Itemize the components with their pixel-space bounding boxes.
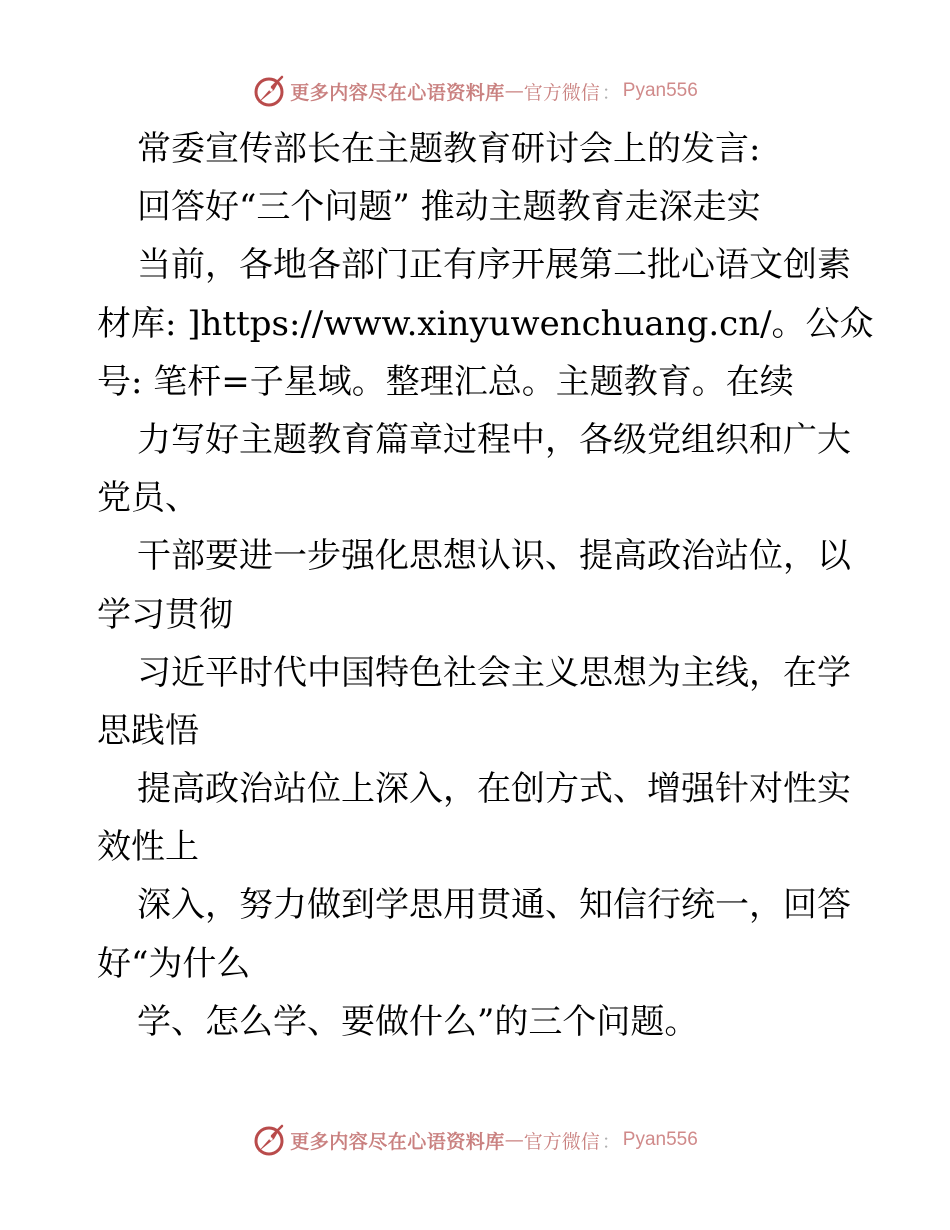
footer-wechat-id: Pyan556 — [622, 1129, 698, 1150]
doc-line-title: 常委宣传部长在主题教育研讨会上的发言: — [137, 129, 761, 169]
doc-line: 好“为什么 — [97, 943, 251, 984]
doc-line: 当前，各地各部门正有序开展第二批心语文创素 — [137, 245, 851, 286]
doc-line: 习近平时代中国特色社会主义思想为主线，在学 — [137, 652, 851, 693]
pen-nib-logo-icon — [252, 73, 288, 109]
doc-line: 思践悟 — [97, 710, 199, 751]
footer-site-text: 更多内容尽在心语资料库 — [290, 1130, 505, 1153]
doc-line: 提高政治站位上深入，在创方式、增强针对性实 — [137, 769, 851, 810]
doc-line: 学、怎么学、要做什么”的三个问题。 — [137, 1001, 699, 1042]
footer-watermark — [0, 1118, 950, 1162]
header-wechat-id: Pyan556 — [622, 80, 698, 101]
header-site-text: 更多内容尽在心语资料库 — [290, 81, 505, 104]
doc-line: 材库: ]https://www.xinyuwenchuang.cn/。公众 — [97, 303, 874, 344]
doc-line: 党员、 — [97, 478, 199, 519]
header-dash: — — [504, 80, 524, 102]
header-colon: ： — [601, 81, 621, 104]
doc-line: 号: 笔杆=子星域。整理汇总。主题教育。在续 — [97, 361, 794, 402]
document-body — [97, 120, 874, 1051]
doc-line: 学习贯彻 — [97, 594, 233, 635]
footer-colon: ： — [601, 1130, 621, 1153]
doc-line: 效性上 — [97, 827, 199, 868]
footer-dash: — — [504, 1129, 524, 1151]
header-official-label: 官方微信 — [523, 81, 600, 104]
doc-line: 干部要进一步强化思想认识、提高政治站位，以 — [137, 536, 851, 577]
header-watermark — [0, 69, 950, 113]
doc-line: 深入，努力做到学思用贯通、知信行统一，回答 — [137, 885, 851, 926]
pen-nib-logo-icon — [252, 1122, 288, 1158]
doc-line-subtitle: 回答好“三个问题” 推动主题教育走深走实 — [137, 187, 761, 228]
doc-line: 力写好主题教育篇章过程中，各级党组织和广大 — [137, 419, 851, 460]
footer-official-label: 官方微信 — [523, 1130, 600, 1153]
